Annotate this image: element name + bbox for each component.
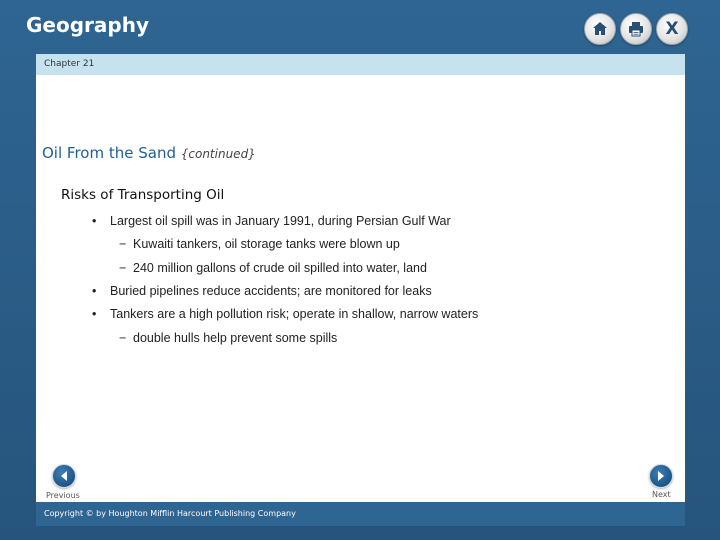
bullet-marker: − bbox=[119, 237, 127, 251]
slide-title bbox=[42, 144, 256, 162]
bullet-text: Buried pipelines reduce accidents; are monitored for leaks bbox=[110, 284, 432, 298]
bullet-marker: • bbox=[92, 307, 97, 321]
copyright-text: Copyright © by Houghton Mifflin Harcourt Publishing Company bbox=[44, 509, 296, 518]
print-button[interactable] bbox=[620, 13, 652, 45]
bullet-item bbox=[92, 214, 451, 228]
slide-title-suffix: {continued} bbox=[180, 147, 256, 161]
bullet-text: Tankers are a high pollution risk; operate in shallow, narrow waters bbox=[110, 307, 479, 321]
sub-bullet-item bbox=[119, 237, 400, 251]
bullet-item bbox=[92, 307, 478, 321]
slide-content bbox=[36, 75, 685, 502]
bullet-marker: • bbox=[92, 284, 97, 298]
app-title: Geography bbox=[26, 13, 149, 37]
slide-title-main: Oil From the Sand bbox=[42, 144, 176, 162]
sub-bullet-item bbox=[119, 261, 427, 275]
close-button[interactable] bbox=[656, 13, 688, 45]
printer-icon bbox=[627, 20, 645, 38]
home-button[interactable] bbox=[584, 13, 616, 45]
footer-bar bbox=[36, 502, 685, 526]
bullet-item bbox=[92, 284, 432, 298]
arrow-left-icon bbox=[58, 470, 70, 482]
bullet-marker: − bbox=[119, 261, 127, 275]
bullet-marker: − bbox=[119, 331, 127, 345]
bullet-text: 240 million gallons of crude oil spilled into water, land bbox=[133, 261, 427, 275]
previous-label[interactable]: Previous bbox=[46, 491, 80, 500]
close-icon: X bbox=[665, 18, 679, 39]
chapter-bar bbox=[36, 54, 685, 75]
sub-bullet-item bbox=[119, 331, 337, 345]
bullet-marker: • bbox=[92, 214, 97, 228]
chapter-label: Chapter 21 bbox=[44, 59, 95, 69]
arrow-right-icon bbox=[655, 470, 667, 482]
next-button[interactable] bbox=[649, 464, 673, 488]
bullet-text: double hulls help prevent some spills bbox=[133, 331, 338, 345]
previous-button[interactable] bbox=[52, 464, 76, 488]
home-icon bbox=[591, 20, 609, 38]
bullet-text: Kuwaiti tankers, oil storage tanks were blown up bbox=[133, 237, 400, 251]
bullet-text: Largest oil spill was in January 1991, during Persian Gulf War bbox=[110, 214, 451, 228]
next-label[interactable]: Next bbox=[652, 490, 671, 499]
section-heading: Risks of Transporting Oil bbox=[61, 187, 225, 203]
